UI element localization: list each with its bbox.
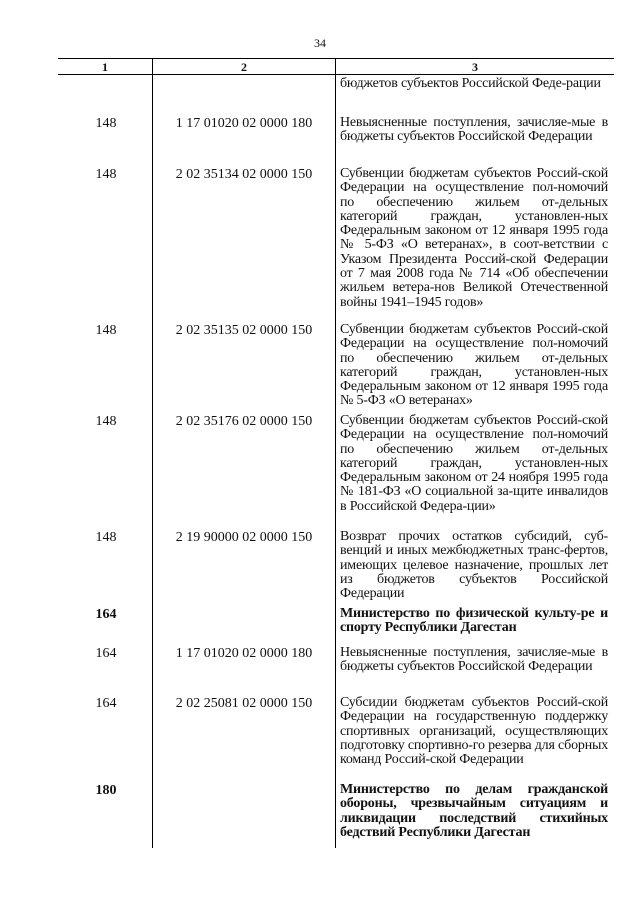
row-text: Министерство по делам гражданской обороны, чрезвычайным ситуациям и ликвидации последствий стихийных бедствий Республики Дагестан [340, 782, 608, 840]
row-text: Министерство по физической культу-ре и спорту Республики Дагестан [340, 606, 608, 636]
row-text: Субвенции бюджетам субъектов Россий-ской Федерации на осуществление пол-номочий по обеспечению жильем от-дельных категорий граждан, установлен-ных Федеральным законом от 24 ноября 1995 года № 181-ФЗ «О социальной за-щите инвалидов в Российской Федера-ции» [340, 413, 608, 514]
row-budget-code: 2 02 35135 02 0000 150 [175, 323, 313, 338]
row-budget-code: 2 02 35176 02 0000 150 [175, 414, 313, 429]
row-admin-code: 148 [95, 414, 117, 429]
header-col-3: 3 [472, 60, 478, 74]
row-text: Субсидии бюджетам субъектов Россий-ской Федерации на государственную поддержку спортивных организаций, осуществляющих подготовку спортивно-го резерва для сборных команд Россий-ской Федерации [340, 695, 608, 768]
page-number: 34 [314, 36, 326, 50]
header-col-1: 1 [102, 60, 108, 74]
table-top-border [58, 58, 614, 59]
row-admin-code: 164 [95, 696, 117, 711]
row-text: Возврат прочих остатков субсидий, суб-венций и иных межбюджетных транс-фертов, имеющих целевое назначение, прошлых лет из бюджетов субъектов Российской Федерации [340, 529, 608, 602]
row-text: бюджетов субъектов Российской Феде-рации [340, 76, 601, 91]
row-admin-code: 148 [95, 167, 117, 182]
row-text: Невыясненные поступления, зачисляе-мые в бюджеты субъектов Российской Федерации [340, 645, 608, 675]
row-budget-code: 1 17 01020 02 0000 180 [175, 646, 313, 661]
row-budget-code: 2 19 90000 02 0000 150 [175, 530, 313, 545]
row-admin-code: 164 [95, 646, 117, 661]
row-admin-code: 148 [95, 116, 117, 131]
row-admin-code: 180 [95, 783, 117, 798]
table-header-border [58, 74, 614, 75]
row-text: Субвенции бюджетам субъектов Россий-ской Федерации на осуществление пол-номочий по обеспечению жильем от-дельных категорий граждан, установлен-ных Федеральным законом от 12 января 1995 года № 5-ФЗ «О ветеранах», в соот-ветствии с Указом Президента Россий-ской Федерации от 7 мая 2008 года № 714 «Об обеспечении жильем ветера-нов Великой Отечественной войны 1941–1945 годов» [340, 166, 608, 310]
row-budget-code: 2 02 25081 02 0000 150 [175, 696, 313, 711]
row-admin-code: 164 [95, 607, 117, 622]
row-text: Субвенции бюджетам субъектов Россий-ской Федерации на осуществление пол-номочий по обеспечению жильем от-дельных категорий граждан, установлен-ных Федеральным законом от 12 января 1995 года № 5-ФЗ «О ветеранах» [340, 322, 608, 409]
row-admin-code: 148 [95, 530, 117, 545]
row-budget-code: 1 17 01020 02 0000 180 [175, 116, 313, 131]
row-text: Невыясненные поступления, зачисляе-мые в бюджеты субъектов Российской Федерации [340, 115, 608, 145]
header-col-2: 2 [241, 60, 247, 74]
row-budget-code: 2 02 35134 02 0000 150 [175, 167, 313, 182]
column-divider-2 [335, 58, 336, 848]
row-admin-code: 148 [95, 323, 117, 338]
